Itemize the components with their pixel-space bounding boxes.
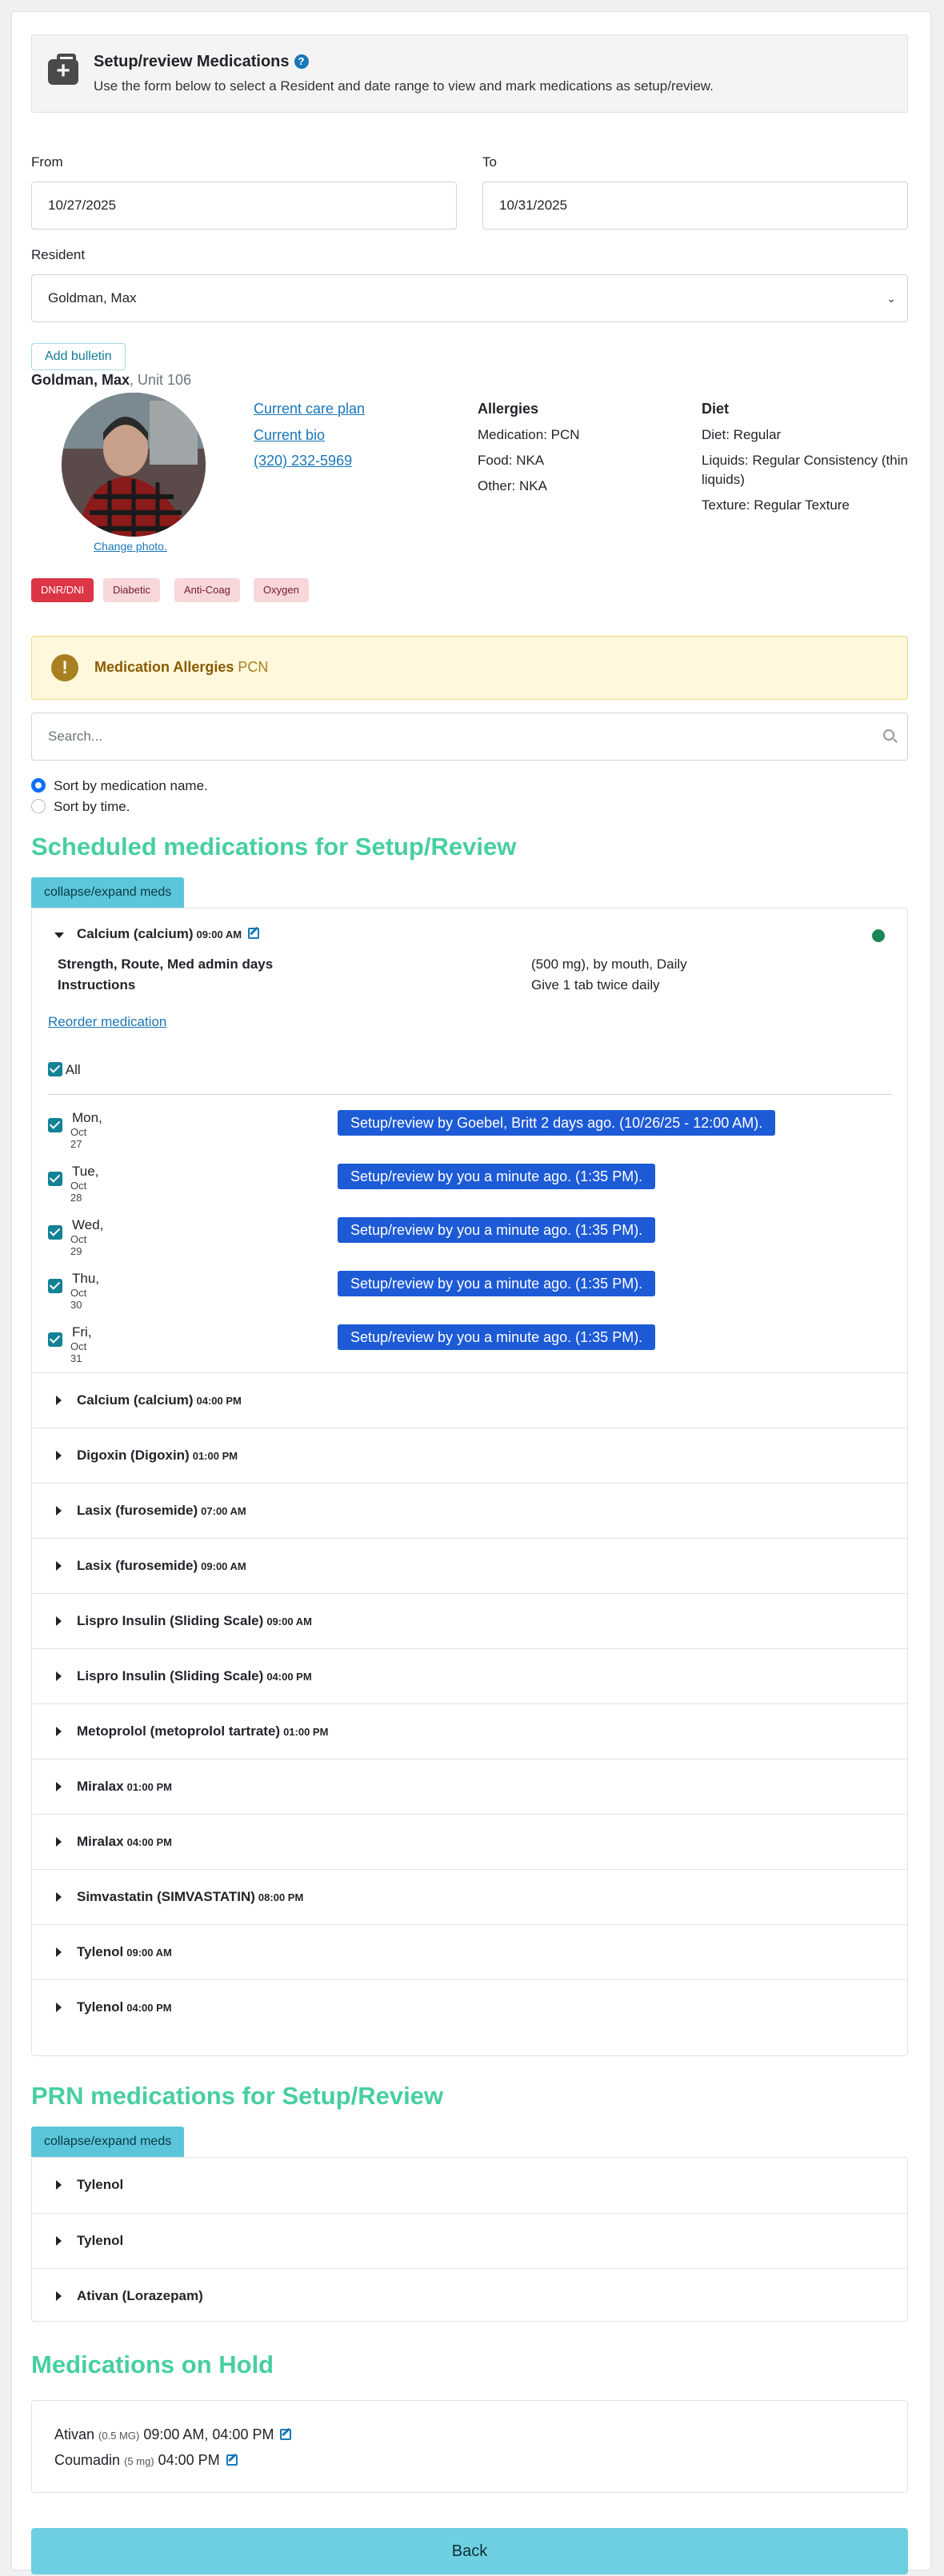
med-time: 01:00 PM bbox=[126, 1781, 172, 1793]
med-name-text: Lispro Insulin (Sliding Scale) bbox=[77, 1613, 264, 1628]
med-name-text: Lasix (furosemide) bbox=[77, 1558, 198, 1573]
med-time: 04:00 PM bbox=[266, 1671, 312, 1683]
instructions-value: Give 1 tab twice daily bbox=[531, 977, 660, 992]
med-row[interactable] bbox=[32, 1593, 907, 1648]
status-dot-icon bbox=[872, 929, 885, 942]
day-date: Oct 29 bbox=[70, 1233, 87, 1257]
resident-select[interactable] bbox=[31, 274, 908, 322]
day-date: Oct 28 bbox=[70, 1180, 87, 1204]
med-row[interactable] bbox=[32, 1869, 907, 1924]
sort-by-name-radio[interactable] bbox=[31, 778, 208, 794]
med-name-text: Miralax bbox=[77, 1779, 124, 1794]
diet-liquids: Liquids: Regular Consistency (thin liquids) bbox=[702, 453, 908, 487]
day-date: Oct 27 bbox=[70, 1126, 87, 1150]
sort-by-name-label: Sort by medication name. bbox=[54, 778, 208, 793]
day-checkbox[interactable] bbox=[48, 1279, 62, 1293]
from-label: From bbox=[31, 154, 63, 170]
medkit-icon bbox=[48, 59, 78, 85]
hold-item bbox=[54, 2426, 291, 2443]
hold-med-times: 04:00 PM bbox=[158, 2452, 220, 2468]
edit-icon[interactable] bbox=[248, 928, 259, 939]
hold-title: Medications on Hold bbox=[31, 2350, 274, 2378]
med-name bbox=[77, 1668, 312, 1684]
page-title bbox=[94, 53, 309, 71]
edit-icon[interactable] bbox=[280, 2429, 291, 2440]
hold-med-times: 09:00 AM, 04:00 PM bbox=[143, 2426, 274, 2442]
expanded-med-name[interactable] bbox=[77, 926, 259, 942]
setup-status-badge: Setup/review by you a minute ago. (1:35 PM). bbox=[338, 1164, 655, 1189]
med-time: 04:00 PM bbox=[126, 2002, 172, 2014]
day-name: Thu, bbox=[72, 1271, 100, 1286]
med-time: 07:00 AM bbox=[201, 1505, 246, 1517]
page-title-text: Setup/review Medications bbox=[94, 53, 290, 70]
badge-dnr: DNR/DNI bbox=[31, 578, 94, 602]
med-time: 04:00 PM bbox=[196, 1395, 242, 1407]
med-row[interactable] bbox=[32, 1703, 907, 1759]
scheduled-collapse-button[interactable]: collapse/expand meds bbox=[31, 877, 184, 908]
med-time: 09:00 AM bbox=[266, 1615, 312, 1627]
prn-name: Ativan (Lorazepam) bbox=[77, 2288, 203, 2303]
page-subtitle: Use the form below to select a Resident and date range to view and mark medications as setup/review. bbox=[94, 78, 714, 94]
divider bbox=[48, 1094, 891, 1095]
sort-by-time-radio[interactable] bbox=[31, 799, 130, 815]
med-row[interactable] bbox=[32, 1759, 907, 1814]
resident-unit: , Unit 106 bbox=[130, 372, 192, 388]
help-icon[interactable]: ? bbox=[294, 54, 309, 69]
day-name: Mon, bbox=[72, 1110, 102, 1125]
day-date: Oct 30 bbox=[70, 1287, 87, 1311]
prn-row[interactable] bbox=[32, 2268, 907, 2322]
allergy-food: Food: NKA bbox=[478, 453, 545, 468]
day-date: Oct 31 bbox=[70, 1340, 87, 1364]
caret-right-icon bbox=[56, 2180, 62, 2190]
expanded-med-time: 09:00 AM bbox=[196, 929, 242, 941]
hold-item bbox=[54, 2452, 238, 2469]
allergy-alert-value: PCN bbox=[238, 659, 269, 675]
med-row[interactable] bbox=[32, 1814, 907, 1869]
caret-right-icon bbox=[56, 1396, 62, 1405]
page-card bbox=[11, 11, 931, 2570]
med-name bbox=[77, 1392, 242, 1408]
med-time: 01:00 PM bbox=[192, 1450, 238, 1462]
med-name-text: Miralax bbox=[77, 1834, 124, 1849]
allergy-other: Other: NKA bbox=[478, 478, 547, 493]
expanded-med bbox=[32, 909, 907, 1372]
caret-right-icon bbox=[56, 1561, 62, 1571]
setup-status-badge: Setup/review by you a minute ago. (1:35 PM). bbox=[338, 1324, 655, 1350]
search-placeholder: Search... bbox=[48, 729, 103, 744]
med-name-text: Simvastatin (SIMVASTATIN) bbox=[77, 1889, 255, 1904]
med-row[interactable] bbox=[32, 1538, 907, 1593]
avatar bbox=[62, 393, 206, 537]
caret-right-icon bbox=[56, 1671, 62, 1681]
caret-right-icon bbox=[56, 2236, 62, 2246]
allergies-heading: Allergies bbox=[478, 401, 539, 417]
all-label: All bbox=[65, 1062, 81, 1077]
diet-heading: Diet bbox=[702, 401, 730, 417]
caret-down-icon[interactable] bbox=[54, 933, 64, 938]
diet-texture: Texture: Regular Texture bbox=[702, 497, 850, 513]
expanded-med-name-text: Calcium (calcium) bbox=[77, 926, 194, 941]
radio-unchecked-icon bbox=[31, 799, 46, 813]
to-label: To bbox=[482, 154, 497, 170]
prn-row[interactable] bbox=[32, 2158, 907, 2213]
day-checkbox[interactable] bbox=[48, 1118, 62, 1132]
scheduled-title: Scheduled medications for Setup/Review bbox=[31, 833, 517, 861]
radio-checked-icon bbox=[31, 778, 46, 793]
strength-value: (500 mg), by mouth, Daily bbox=[531, 957, 687, 972]
badge-anticoag: Anti-Coag bbox=[174, 578, 240, 602]
prn-title: PRN medications for Setup/Review bbox=[31, 2082, 444, 2110]
med-name-text: Tylenol bbox=[77, 1999, 124, 2015]
med-name-text: Calcium (calcium) bbox=[77, 1392, 194, 1408]
med-time: 01:00 PM bbox=[283, 1726, 329, 1738]
prn-row[interactable] bbox=[32, 2213, 907, 2268]
med-name-text: Digoxin (Digoxin) bbox=[77, 1448, 190, 1463]
med-name bbox=[77, 1448, 238, 1464]
badge-diabetic: Diabetic bbox=[103, 578, 160, 602]
edit-icon[interactable] bbox=[226, 2454, 238, 2466]
badge-oxygen: Oxygen bbox=[254, 578, 309, 602]
hold-med-dose: (0.5 MG) bbox=[98, 2430, 140, 2442]
hold-med-name: Coumadin bbox=[54, 2452, 121, 2468]
avatar-photo bbox=[62, 393, 206, 537]
search-input[interactable] bbox=[31, 713, 908, 761]
day-checkbox[interactable] bbox=[48, 1225, 62, 1240]
phone-link[interactable]: (320) 232-5969 bbox=[254, 453, 353, 469]
resident-name-line bbox=[31, 372, 191, 389]
day-checkbox[interactable] bbox=[48, 1172, 62, 1186]
prn-name: Tylenol bbox=[77, 2177, 124, 2192]
change-photo-link[interactable]: Change photo. bbox=[94, 540, 167, 553]
bio-link[interactable]: Current bio bbox=[254, 427, 326, 443]
add-bulletin-button[interactable]: Add bulletin bbox=[31, 343, 126, 370]
setup-status-badge: Setup/review by Goebel, Britt 2 days ago. (10/26/25 - 12:00 AM). bbox=[338, 1110, 775, 1136]
caret-right-icon bbox=[56, 1506, 62, 1516]
med-name bbox=[77, 1723, 328, 1739]
caret-right-icon bbox=[56, 2003, 62, 2012]
page-content bbox=[31, 34, 908, 2560]
reorder-link[interactable]: Reorder medication bbox=[48, 1014, 167, 1029]
hold-med-name: Ativan bbox=[54, 2426, 95, 2442]
med-name bbox=[77, 1834, 172, 1850]
allergy-alert bbox=[31, 636, 908, 700]
med-name bbox=[77, 1558, 246, 1574]
chevron-down-icon: ⌄ bbox=[886, 292, 896, 305]
scheduled-med-list bbox=[31, 908, 908, 2056]
caret-right-icon bbox=[56, 2291, 62, 2301]
setup-status-badge: Setup/review by you a minute ago. (1:35 PM). bbox=[338, 1271, 655, 1296]
prn-collapse-button[interactable]: collapse/expand meds bbox=[31, 2127, 184, 2157]
med-name bbox=[77, 1503, 246, 1519]
caret-right-icon bbox=[56, 1727, 62, 1736]
day-name: Wed, bbox=[72, 1217, 104, 1232]
instructions-label: Instructions bbox=[58, 977, 136, 992]
exclamation-icon: ! bbox=[51, 654, 78, 681]
med-row[interactable] bbox=[32, 1648, 907, 1703]
prn-med-list bbox=[31, 2157, 908, 2322]
med-name-text: Metoprolol (metoprolol tartrate) bbox=[77, 1723, 281, 1739]
allergy-alert-text bbox=[94, 659, 268, 676]
to-date-input[interactable]: 10/31/2025 bbox=[482, 182, 908, 230]
resident-name: Goldman, Max bbox=[31, 372, 130, 388]
strength-label: Strength, Route, Med admin days bbox=[58, 957, 274, 972]
med-name bbox=[77, 1889, 303, 1905]
caret-right-icon bbox=[56, 1451, 62, 1460]
med-name-text: Lispro Insulin (Sliding Scale) bbox=[77, 1668, 264, 1683]
med-name bbox=[77, 1613, 312, 1629]
med-time: 04:00 PM bbox=[126, 1836, 172, 1848]
allergy-alert-title: Medication Allergies bbox=[94, 659, 234, 675]
day-checkbox[interactable] bbox=[48, 1332, 62, 1347]
caret-right-icon bbox=[56, 1947, 62, 1957]
med-time: 09:00 AM bbox=[126, 1947, 172, 1959]
setup-status-badge: Setup/review by you a minute ago. (1:35 PM). bbox=[338, 1217, 655, 1243]
hold-list bbox=[31, 2400, 908, 2493]
allergy-medication: Medication: PCN bbox=[478, 427, 580, 442]
med-row[interactable] bbox=[32, 1924, 907, 1979]
day-name: Tue, bbox=[72, 1164, 99, 1179]
med-name bbox=[77, 1944, 172, 1960]
search-icon bbox=[883, 729, 894, 741]
caret-right-icon bbox=[56, 1892, 62, 1902]
diet-regular: Diet: Regular bbox=[702, 427, 782, 442]
resident-select-value: Goldman, Max bbox=[48, 290, 137, 306]
med-name bbox=[77, 1779, 172, 1795]
med-time: 09:00 AM bbox=[201, 1560, 246, 1572]
all-checkbox[interactable] bbox=[48, 1062, 81, 1078]
day-name: Fri, bbox=[72, 1324, 92, 1340]
prn-name: Tylenol bbox=[77, 2233, 124, 2248]
hold-med-dose: (5 mg) bbox=[124, 2455, 154, 2467]
back-button[interactable]: Back bbox=[31, 2528, 908, 2574]
med-row[interactable] bbox=[32, 1979, 907, 2035]
med-name bbox=[77, 1999, 172, 2015]
page-header bbox=[31, 34, 908, 113]
caret-right-icon bbox=[56, 1837, 62, 1847]
checkbox-checked-icon bbox=[48, 1062, 62, 1076]
med-name-text: Tylenol bbox=[77, 1944, 124, 1959]
from-date-input[interactable]: 10/27/2025 bbox=[31, 182, 457, 230]
med-time: 08:00 PM bbox=[258, 1891, 304, 1903]
med-row[interactable] bbox=[32, 1372, 907, 1428]
caret-right-icon bbox=[56, 1616, 62, 1626]
resident-label: Resident bbox=[31, 247, 86, 262]
caret-right-icon bbox=[56, 1782, 62, 1791]
med-name-text: Lasix (furosemide) bbox=[77, 1503, 198, 1518]
sort-by-time-label: Sort by time. bbox=[54, 799, 130, 814]
care-plan-link[interactable]: Current care plan bbox=[254, 401, 366, 417]
med-row[interactable] bbox=[32, 1428, 907, 1483]
med-row[interactable] bbox=[32, 1483, 907, 1538]
